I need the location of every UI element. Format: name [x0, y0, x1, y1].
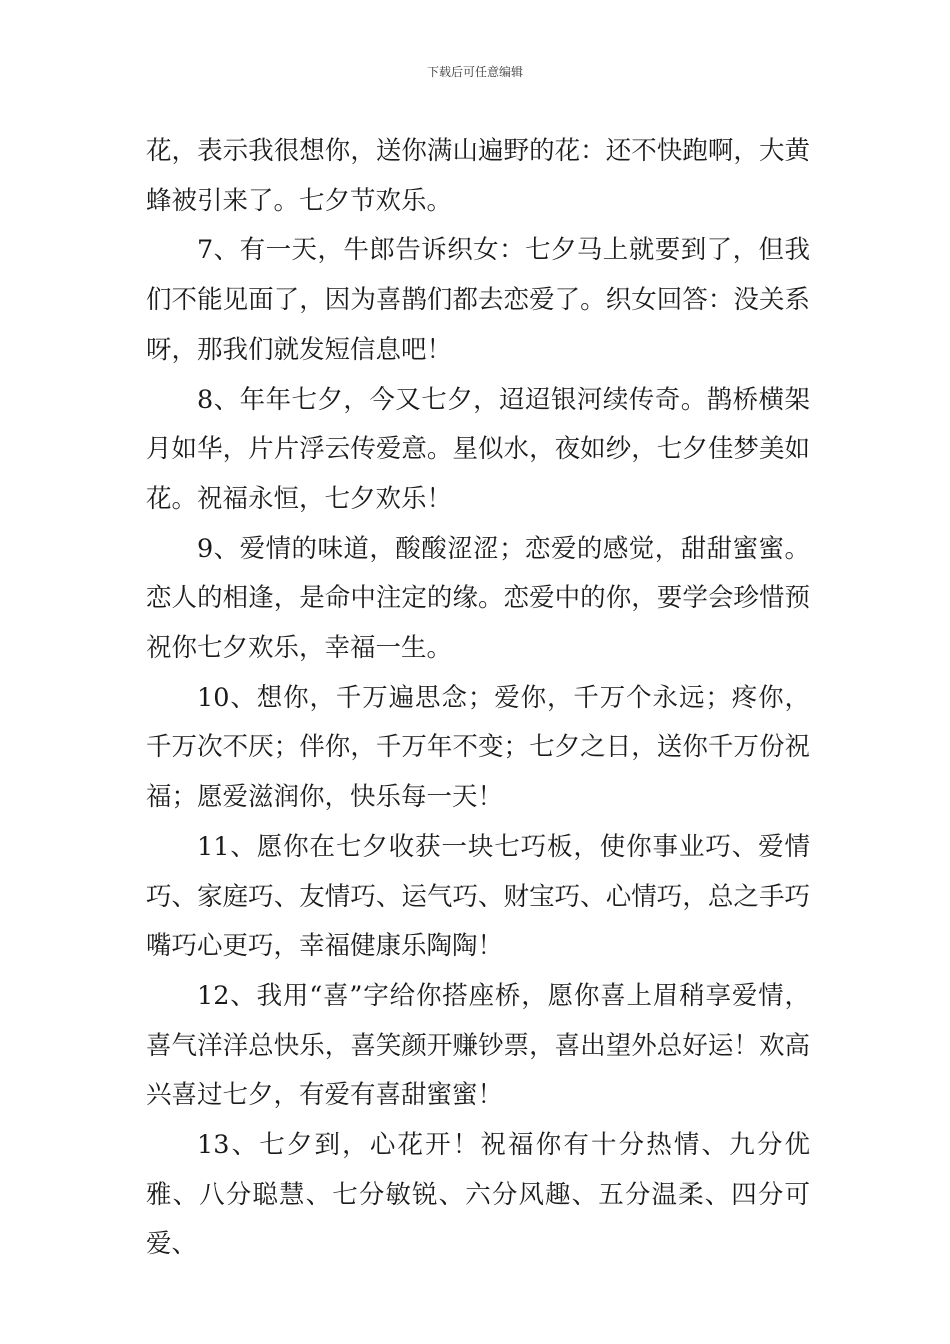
paragraph-8: 8、年年七夕，今又七夕，迢迢银河续传奇。鹊桥横架月如华，片片浮云传爱意。星似水，夜如纱，七夕佳梦美如花。祝福永恒，七夕欢乐！: [146, 384, 810, 514]
document-body: [146, 127, 810, 1270]
paragraph-10: 10、想你，千万遍思念；爱你，千万个永远；疼你，千万次不厌；伴你，千万年不变；七夕之日，送你千万份祝福；愿爱滋润你，快乐每一天！: [146, 682, 810, 813]
paragraph-12: 12、我用“喜”字给你搭座桥，愿你喜上眉稍享爱情，喜气洋洋总快乐，喜笑颜开赚钞票，喜出望外总好运！欢高兴喜过七夕，有爱有喜甜蜜蜜！: [146, 980, 810, 1111]
paragraph-11: 11、愿你在七夕收获一块七巧板，使你事业巧、爱情巧、家庭巧、友情巧、运气巧、财宝巧、心情巧，总之手巧嘴巧心更巧，幸福健康乐陶陶！: [146, 831, 810, 962]
paragraph-9: 9、爱情的味道，酸酸涩涩；恋爱的感觉，甜甜蜜蜜。恋人的相逢，是命中注定的缘。恋爱中的你，要学会珍惜预祝你七夕欢乐，幸福一生。: [146, 533, 810, 664]
page-header: 下载后可任意编辑: [426, 65, 523, 79]
paragraph-13: 13、七夕到，心花开！祝福你有十分热情、九分优雅、八分聪慧、七分敏锐、六分风趣、五分温柔、四分可爱、: [146, 1130, 810, 1260]
paragraph-7: 7、有一天，牛郎告诉织女：七夕马上就要到了，但我们不能见面了，因为喜鹊们都去恋爱了。织女回答：没关系呀，那我们就发短信息吧！: [146, 235, 810, 365]
paragraph-continuation: 花，表示我很想你，送你满山遍野的花：还不快跑啊，大黄蜂被引来了。七夕节欢乐。: [146, 136, 810, 216]
